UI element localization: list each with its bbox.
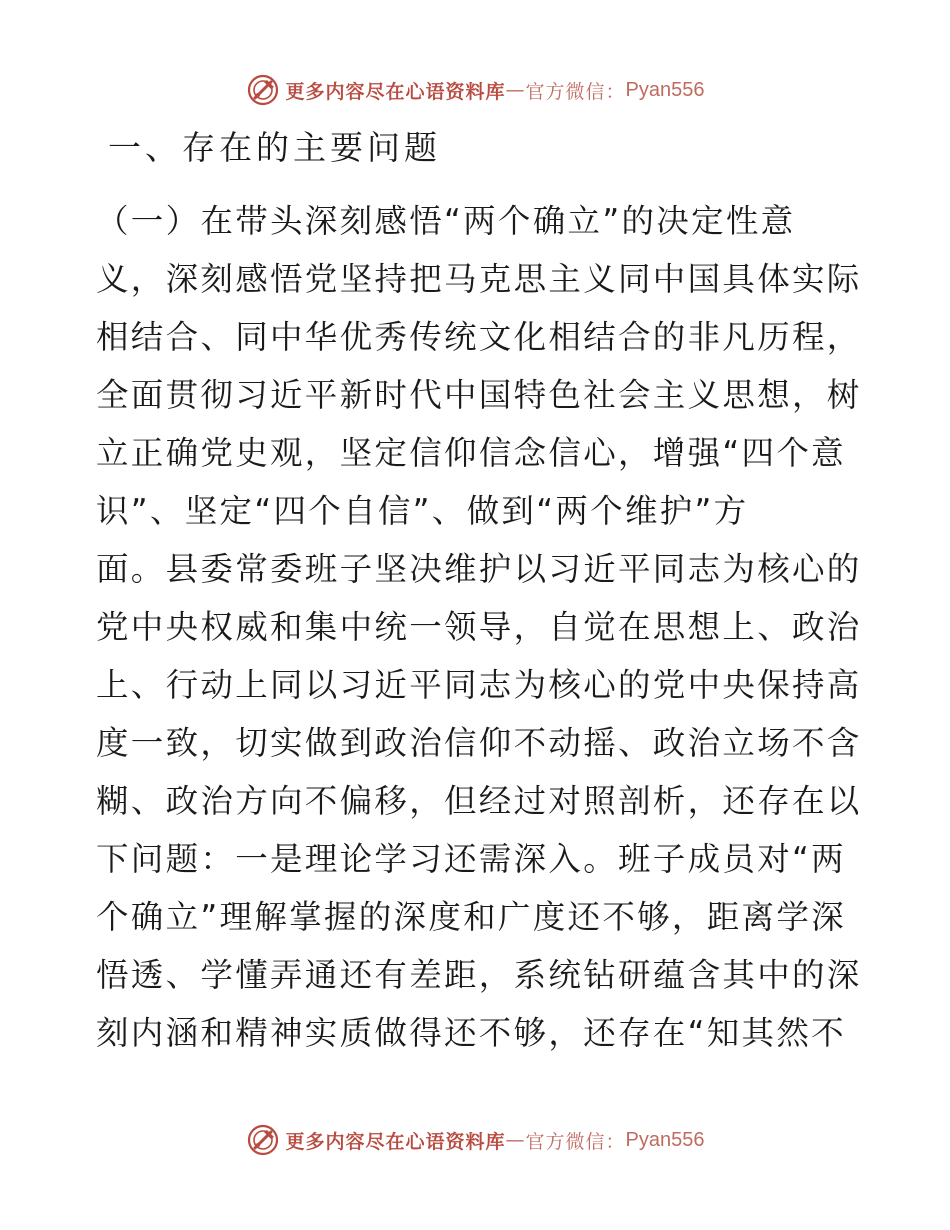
watermark-account: Pyan556 xyxy=(625,78,705,101)
watermark-main-text: 更多内容尽在心语资料库 xyxy=(285,1130,506,1153)
watermark-text xyxy=(286,77,705,104)
red-seal-logo-icon xyxy=(246,1123,280,1157)
watermark-separator: — xyxy=(505,79,526,101)
paragraph-line: 度一致，切实做到政治信仰不动摇、政治立场不含 xyxy=(96,724,862,762)
watermark-wechat-label: 官方微信： xyxy=(525,1130,626,1153)
header-watermark xyxy=(0,70,950,110)
footer-watermark xyxy=(0,1120,950,1160)
paragraph-line: 相结合、同中华优秀传统文化相结合的非凡历程， xyxy=(96,318,862,356)
body-paragraph xyxy=(96,192,862,1062)
watermark-text xyxy=(286,1127,705,1154)
watermark-account: Pyan556 xyxy=(625,1128,705,1151)
paragraph-line: 立正确党史观，坚定信仰信念信心，增强“四个意 xyxy=(96,434,846,472)
paragraph-line: 识”、坚定“四个自信”、做到“两个维护”方 xyxy=(96,492,749,530)
paragraph-line: 党中央权威和集中统一领导，自觉在思想上、政治 xyxy=(96,608,862,646)
section-heading: 一、存在的主要问题 xyxy=(108,128,441,167)
paragraph-line: 下问题：一是理论学习还需深入。班子成员对“两 xyxy=(96,840,846,878)
watermark-main-text: 更多内容尽在心语资料库 xyxy=(285,80,506,103)
paragraph-line: 刻内涵和精神实质做得还不够，还存在“知其然不 xyxy=(96,1014,846,1052)
watermark-separator: — xyxy=(505,1129,526,1151)
red-seal-logo-icon xyxy=(246,73,280,107)
paragraph-line: 全面贯彻习近平新时代中国特色社会主义思想，树 xyxy=(96,376,862,414)
paragraph-line: 悟透、学懂弄通还有差距，系统钻研蕴含其中的深 xyxy=(96,956,862,994)
paragraph-line: 糊、政治方向不偏移，但经过对照剖析，还存在以 xyxy=(96,782,862,820)
paragraph-line: （一）在带头深刻感悟“两个确立”的决定性意 xyxy=(96,202,796,240)
watermark-wechat-label: 官方微信： xyxy=(525,80,626,103)
paragraph-line: 个确立”理解掌握的深度和广度还不够，距离学深 xyxy=(96,898,846,936)
paragraph-line: 面。县委常委班子坚决维护以习近平同志为核心的 xyxy=(96,550,862,588)
paragraph-line: 上、行动上同以习近平同志为核心的党中央保持高 xyxy=(96,666,862,704)
paragraph-line: 义，深刻感悟党坚持把马克思主义同中国具体实际 xyxy=(96,260,862,298)
